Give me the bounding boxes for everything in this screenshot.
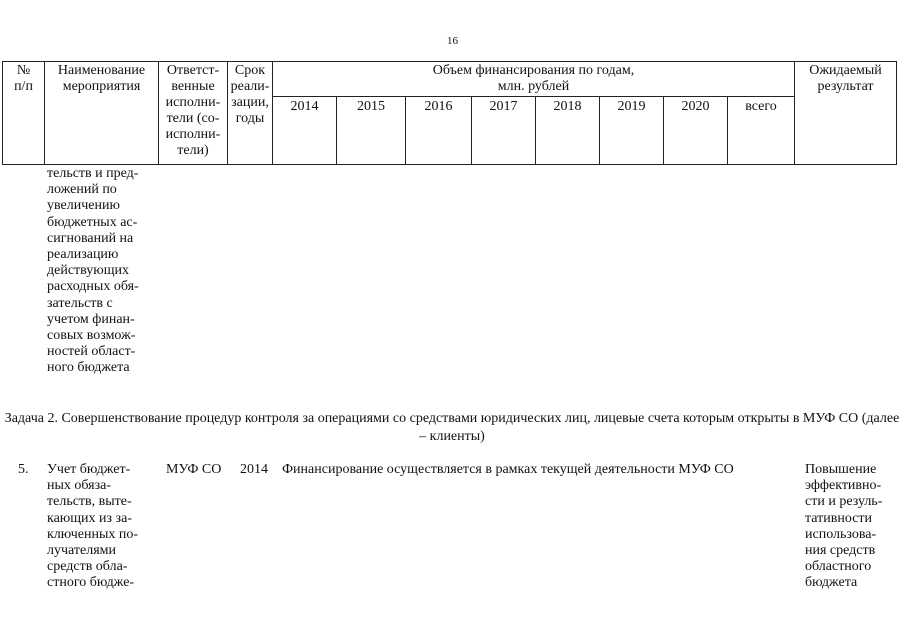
header-name: Наименование мероприятия	[45, 62, 159, 165]
header-year-2020: 2020	[664, 97, 728, 165]
row5-measure-name: Учет бюджет- ных обяза- тельств, выте- кающих из за- ключенных по- лучателями средств обла- стного бюдже-	[47, 462, 139, 591]
row5-expected-result: Повышение эффективно- сти и резуль- тативности использова- ния средств областного бюджета	[805, 462, 883, 591]
header-financing: Объем финансирования по годам, млн. рублей	[273, 62, 795, 97]
header-year-2014: 2014	[273, 97, 337, 165]
header-year-2016: 2016	[406, 97, 472, 165]
header-year-2017: 2017	[472, 97, 536, 165]
header-num: № п/п	[3, 62, 45, 165]
header-term: Срок реали- зации, годы	[228, 62, 273, 165]
header-year-2019: 2019	[600, 97, 664, 165]
header-year-2015: 2015	[337, 97, 406, 165]
row5-term: 2014	[240, 462, 268, 477]
continued-measure-text: тельств и пред- ложений по увеличению бюджетных ас- сигнований на реализацию действующих расходных обя- зательств с учетом финан- совых возмож- ностей област- ного бюджета	[47, 166, 139, 376]
header-year-2018: 2018	[536, 97, 600, 165]
table-header	[2, 61, 897, 165]
header-responsible: Ответст- венные исполни- тели (со- исполни- тели)	[159, 62, 228, 165]
page-number: 16	[447, 35, 458, 47]
header-result: Ожидаемый результат	[795, 62, 897, 165]
row5-responsible: МУФ СО	[166, 462, 222, 477]
task-heading: Задача 2. Совершенствование процедур контроля за операциями со средствами юридических лиц, лицевые счета которым открыты в МУФ СО (далее – клиенты)	[4, 411, 900, 444]
header-total: всего	[728, 97, 795, 165]
row5-financing: Финансирование осуществляется в рамках текущей деятельности МУФ СО	[282, 462, 734, 477]
row5-number: 5.	[18, 462, 29, 477]
